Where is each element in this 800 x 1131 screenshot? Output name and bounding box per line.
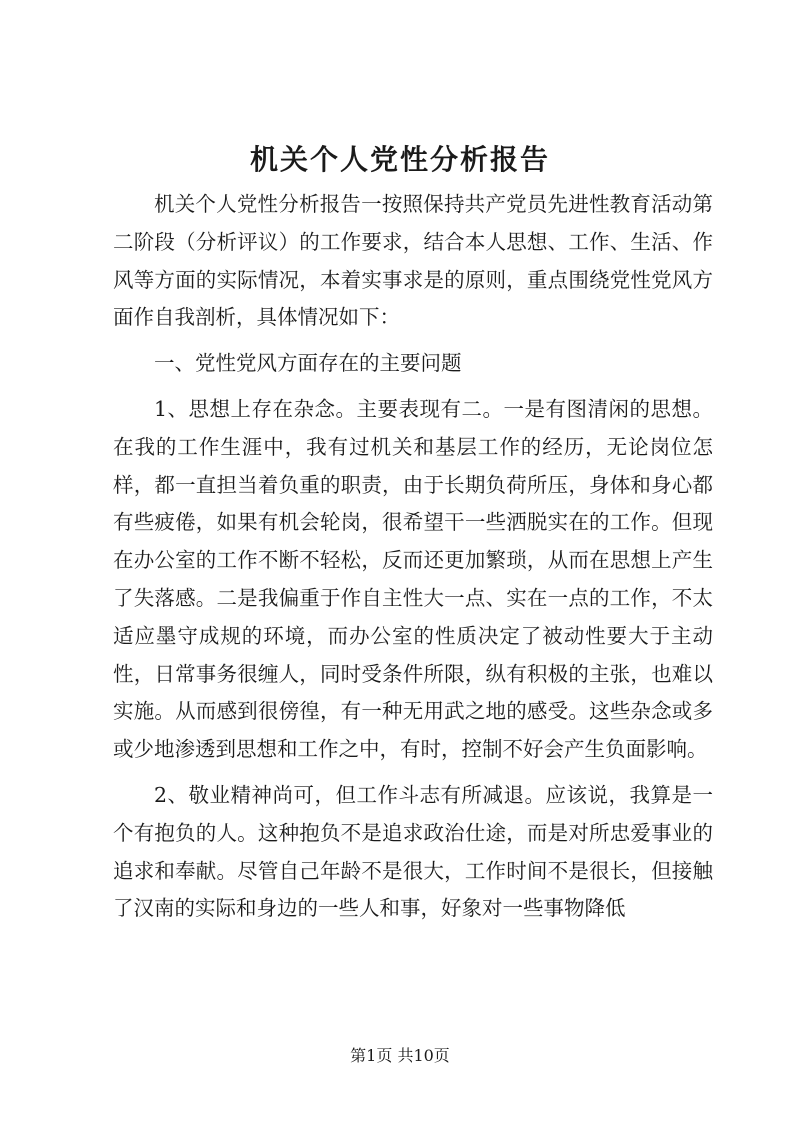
page-footer: 第1页 共10页 xyxy=(350,1046,450,1065)
paragraph-intro: 机关个人党性分析报告一按照保持共产党员先进性教育活动第二阶段（分析评议）的工作要求，结合本人思想、工作、生活、作风等方面的实际情况，本着实事求是的原则，重点围绕党性党风方面作自我剖析，具体情况如下： xyxy=(113,192,713,330)
paragraph-item-2: 2、敬业精神尚可，但工作斗志有所减退。应该说，我算是一个有抱负的人。这种抱负不是追求政治仕途，而是对所忠爱事业的追求和奉献。尽管自己年龄不是很大，工作时间不是很长，但接触了汉南的实际和身边的一些人和事，好象对一些事物降低 xyxy=(113,782,713,921)
page-title: 机关个人党性分析报告 xyxy=(249,143,550,176)
section-heading: 一、党性党风方面存在的主要问题 xyxy=(154,351,462,376)
paragraph-item-1: 1、思想上存在杂念。主要表现有二。一是有图清闲的思想。在我的工作生涯中，我有过机关和基层工作的经历，无论岗位怎样，都一直担当着负重的职责，由于长期负荷所压，身体和身心都有些疲倦，如果有机会轮岗，很希望干一些洒脱实在的工作。但现在办公室的工作不断不轻松，反而还更加繁琐，从而在思想上产生了失落感。二是我偏重于作自主性大一点、实在一点的工作，不太适应墨守成规的环境，而办公室的性质决定了被动性要大于主动性，日常事务很缠人，同时受条件所限，纵有积极的主张，也难以实施。从而感到很傍徨，有一种无用武之地的感受。这些杂念或多或少地渗透到思想和工作之中，有时，控制不好会产生负面影响。 xyxy=(113,396,713,762)
document-body xyxy=(113,186,713,928)
